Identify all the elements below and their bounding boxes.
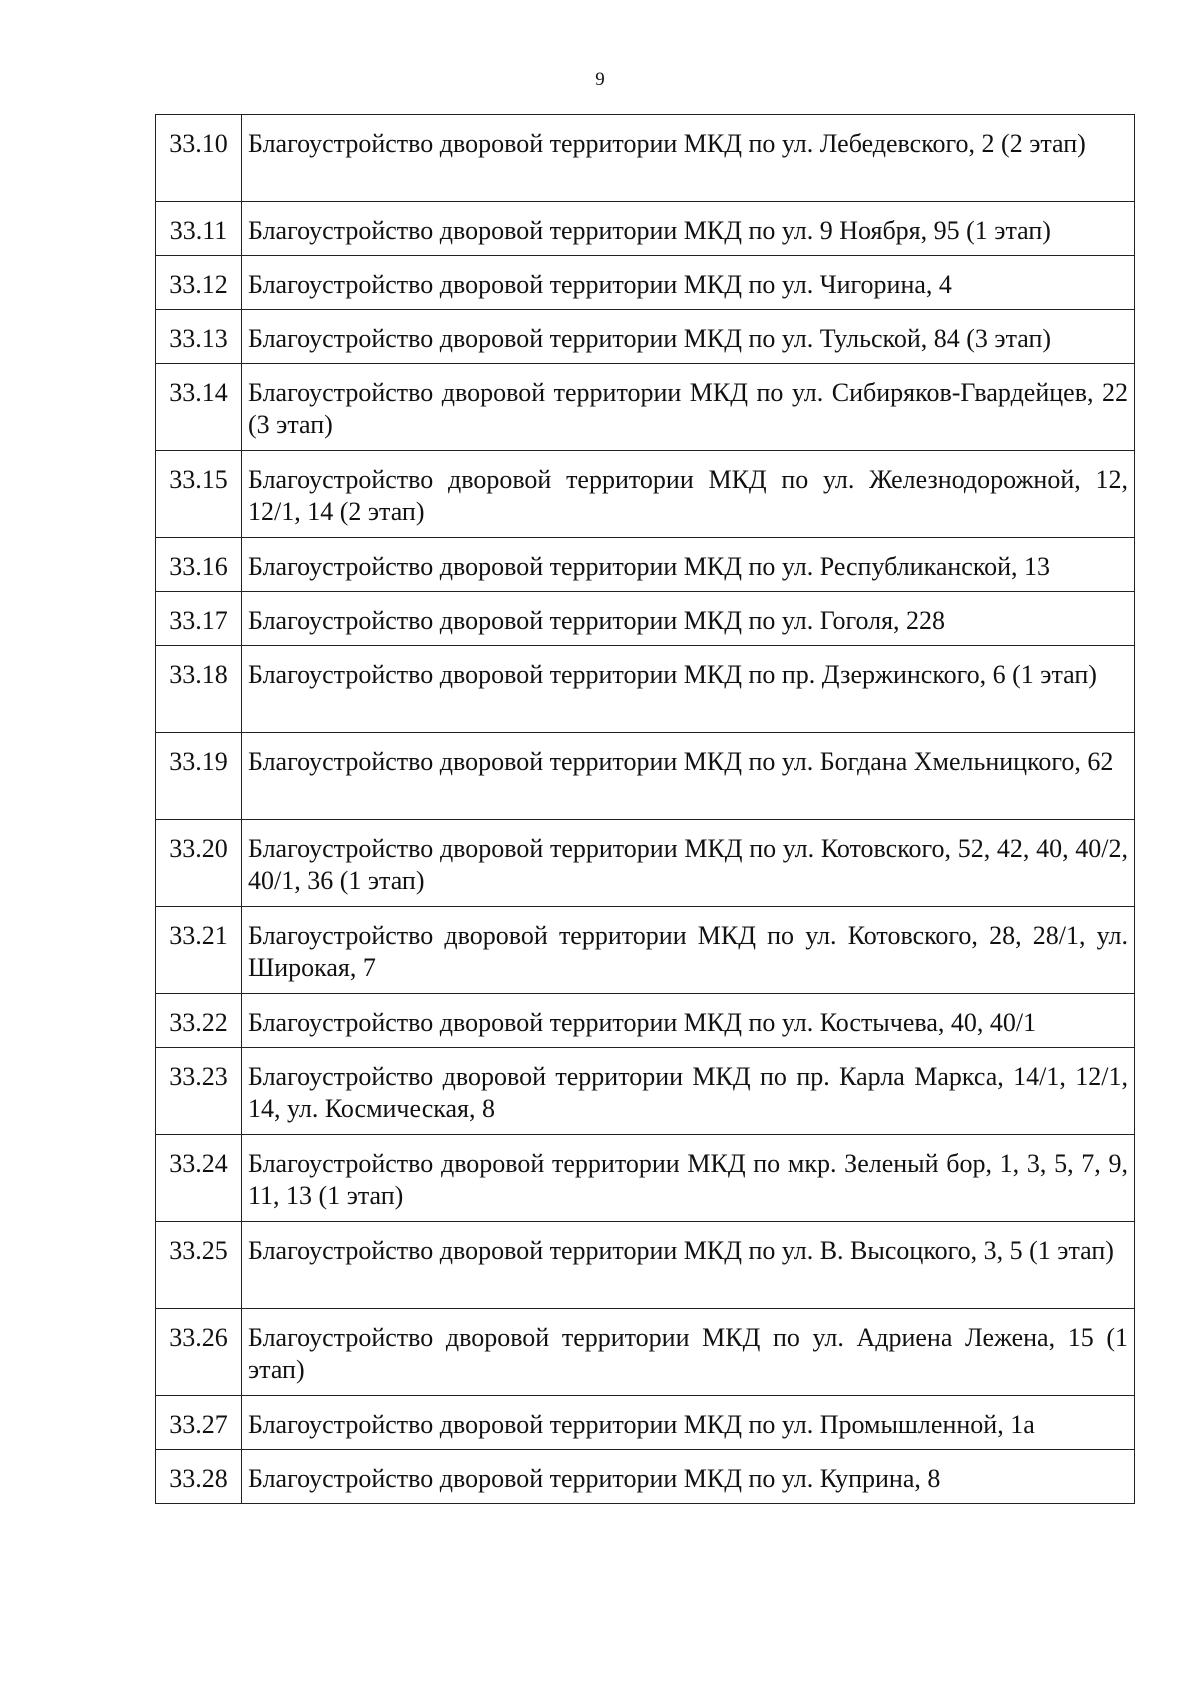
- table-row: [156, 1135, 1135, 1222]
- row-description-cell: Благоустройство дворовой территории МКД по ул. Лебедевского, 2 (2 этап): [242, 115, 1135, 202]
- row-description-cell: Благоустройство дворовой территории МКД по ул. Республиканской, 13: [242, 538, 1135, 592]
- row-number-cell: 33.24: [156, 1135, 242, 1222]
- row-description-cell: Благоустройство дворовой территории МКД по мкр. Зеленый бор, 1, 3, 5, 7, 9, 11, 13 (1 этап): [242, 1135, 1135, 1222]
- page-number: 9: [595, 69, 605, 90]
- table-row: [156, 733, 1135, 820]
- works-table: [155, 114, 1135, 1504]
- table-row: [156, 451, 1135, 538]
- table-row: [156, 256, 1135, 310]
- row-number-cell: 33.13: [156, 310, 242, 364]
- row-description-cell: Благоустройство дворовой территории МКД по ул. В. Высоцкого, 3, 5 (1 этап): [242, 1222, 1135, 1309]
- table-row: [156, 1396, 1135, 1450]
- row-description-cell: Благоустройство дворовой территории МКД по ул. Костычева, 40, 40/1: [242, 994, 1135, 1048]
- row-number-cell: 33.14: [156, 364, 242, 451]
- row-number-cell: 33.26: [156, 1309, 242, 1396]
- row-number-cell: 33.23: [156, 1048, 242, 1135]
- row-description-cell: Благоустройство дворовой территории МКД по ул. Промышленной, 1а: [242, 1396, 1135, 1450]
- row-number-cell: 33.18: [156, 646, 242, 733]
- row-description-cell: Благоустройство дворовой территории МКД по ул. Адриена Лежена, 15 (1 этап): [242, 1309, 1135, 1396]
- works-table-body: [156, 115, 1135, 1504]
- table-row: [156, 1450, 1135, 1504]
- row-number-cell: 33.12: [156, 256, 242, 310]
- row-description-cell: Благоустройство дворовой территории МКД по ул. Куприна, 8: [242, 1450, 1135, 1504]
- row-number-cell: 33.11: [156, 202, 242, 256]
- row-description-cell: Благоустройство дворовой территории МКД по пр. Дзержинского, 6 (1 этап): [242, 646, 1135, 733]
- row-description-cell: Благоустройство дворовой территории МКД по ул. Котовского, 52, 42, 40, 40/2, 40/1, 36 (1 этап): [242, 820, 1135, 907]
- table-row: [156, 1048, 1135, 1135]
- row-number-cell: 33.17: [156, 592, 242, 646]
- row-number-cell: 33.28: [156, 1450, 242, 1504]
- table-row: [156, 592, 1135, 646]
- table-row: [156, 1309, 1135, 1396]
- row-number-cell: 33.27: [156, 1396, 242, 1450]
- row-number-cell: 33.10: [156, 115, 242, 202]
- row-description-cell: Благоустройство дворовой территории МКД по ул. 9 Ноября, 95 (1 этап): [242, 202, 1135, 256]
- table-row: [156, 115, 1135, 202]
- row-number-cell: 33.21: [156, 907, 242, 994]
- table-row: [156, 646, 1135, 733]
- table-row: [156, 202, 1135, 256]
- row-number-cell: 33.20: [156, 820, 242, 907]
- row-description-cell: Благоустройство дворовой территории МКД по ул. Сибиряков-Гвардейцев, 22 (3 этап): [242, 364, 1135, 451]
- table-row: [156, 907, 1135, 994]
- row-description-cell: Благоустройство дворовой территории МКД по ул. Котовского, 28, 28/1, ул. Широкая, 7: [242, 907, 1135, 994]
- row-number-cell: 33.22: [156, 994, 242, 1048]
- row-description-cell: Благоустройство дворовой территории МКД по ул. Гоголя, 228: [242, 592, 1135, 646]
- row-number-cell: 33.15: [156, 451, 242, 538]
- table-row: [156, 364, 1135, 451]
- table-row: [156, 310, 1135, 364]
- row-number-cell: 33.25: [156, 1222, 242, 1309]
- table-row: [156, 994, 1135, 1048]
- table-row: [156, 820, 1135, 907]
- row-description-cell: Благоустройство дворовой территории МКД по ул. Чигорина, 4: [242, 256, 1135, 310]
- table-row: [156, 1222, 1135, 1309]
- row-description-cell: Благоустройство дворовой территории МКД по ул. Богдана Хмельницкого, 62: [242, 733, 1135, 820]
- row-number-cell: 33.16: [156, 538, 242, 592]
- table-row: [156, 538, 1135, 592]
- row-description-cell: Благоустройство дворовой территории МКД по ул. Тульской, 84 (3 этап): [242, 310, 1135, 364]
- row-description-cell: Благоустройство дворовой территории МКД по ул. Железнодорожной, 12, 12/1, 14 (2 этап): [242, 451, 1135, 538]
- row-number-cell: 33.19: [156, 733, 242, 820]
- row-description-cell: Благоустройство дворовой территории МКД по пр. Карла Маркса, 14/1, 12/1, 14, ул. Космическая, 8: [242, 1048, 1135, 1135]
